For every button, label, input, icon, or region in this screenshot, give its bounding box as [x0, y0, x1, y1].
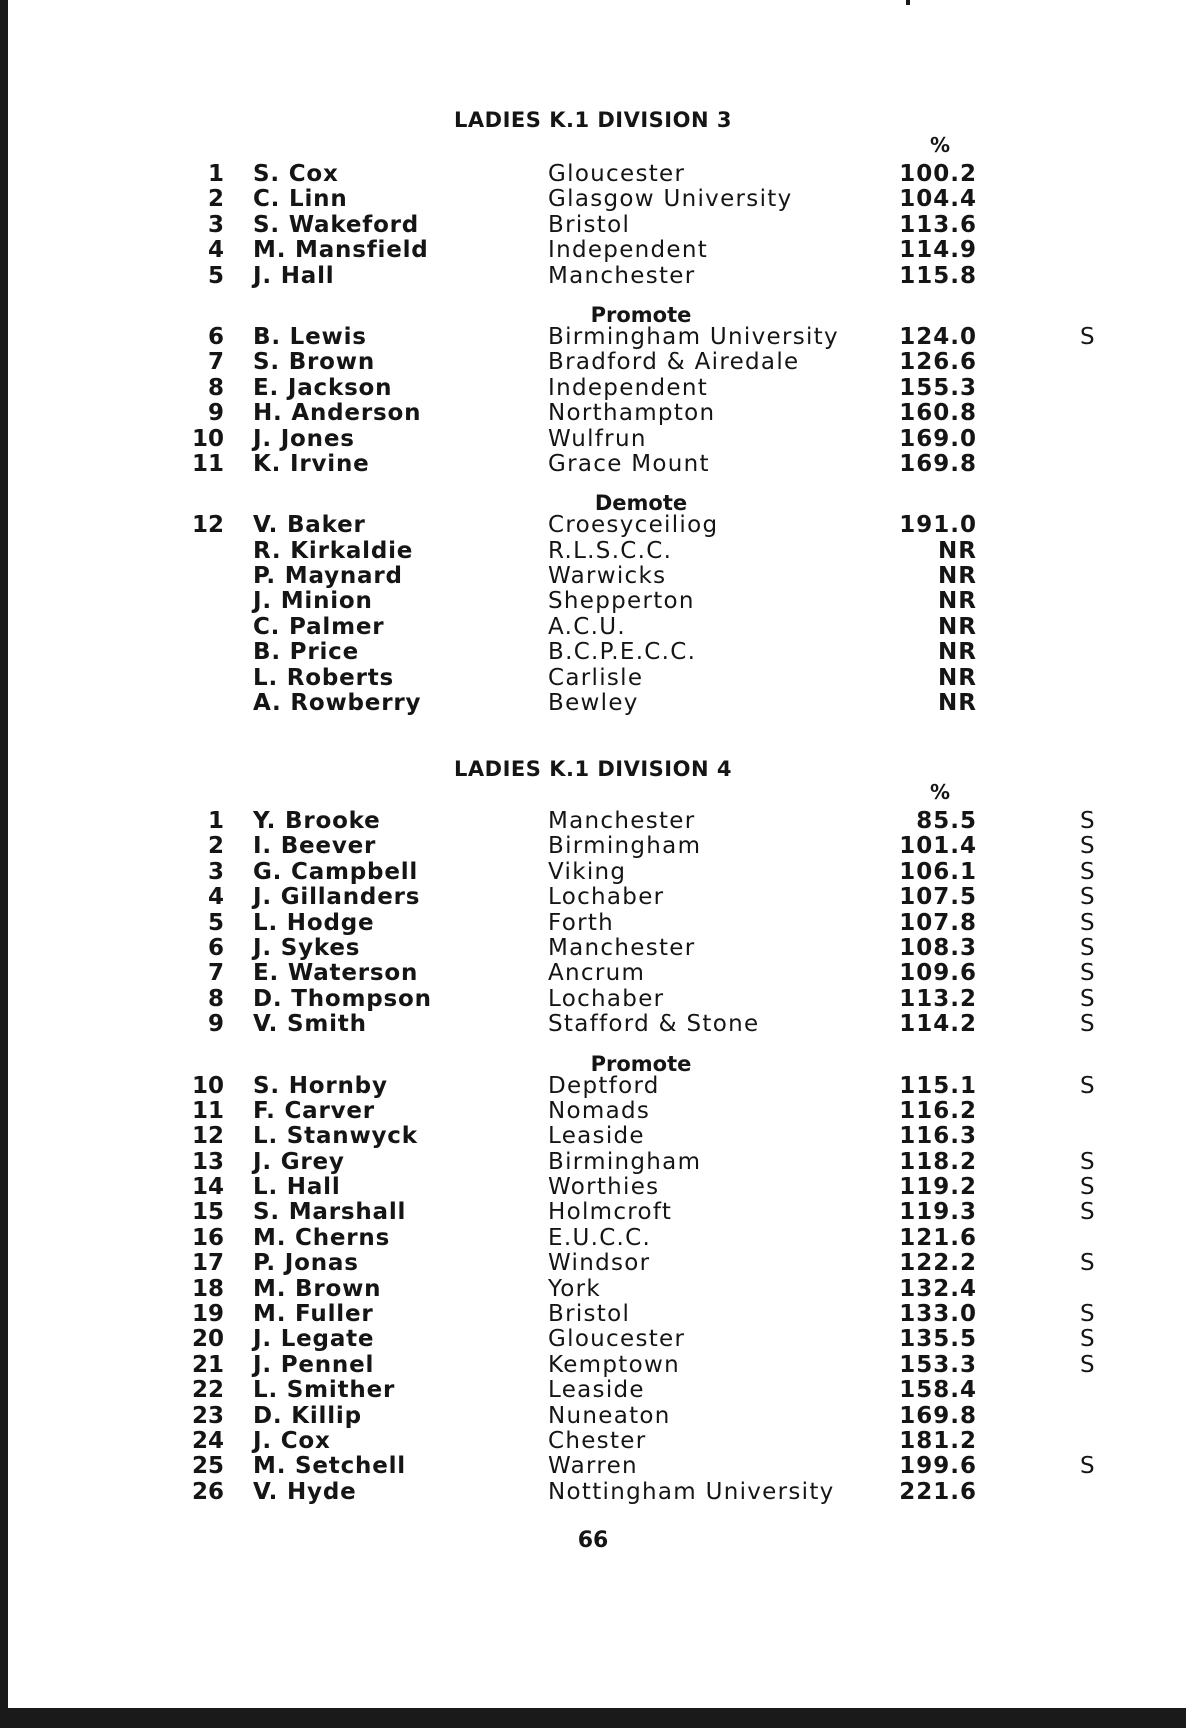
name-cell: Y. Brooke — [253, 808, 381, 834]
table-row — [0, 860, 1186, 885]
rank-cell: 9 — [207, 400, 224, 427]
table-row — [0, 238, 1186, 263]
score-cell: 132.4 — [899, 1275, 977, 1302]
score-cell: 135.5 — [899, 1326, 977, 1353]
name-cell: I. Beever — [253, 833, 377, 860]
table-row — [0, 1124, 1186, 1149]
score-cell: 107.5 — [899, 884, 977, 911]
rank-cell: 3 — [207, 211, 224, 238]
name-cell: V. Smith — [253, 1011, 367, 1038]
score-cell: 199.6 — [899, 1453, 977, 1480]
score-cell: 181.2 — [899, 1427, 977, 1454]
flag-cell: S — [1080, 1199, 1095, 1226]
club-cell: Stafford & Stone — [548, 1011, 760, 1038]
name-cell: E. Jackson — [253, 374, 393, 401]
club-cell: Nuneaton — [548, 1402, 671, 1429]
score-cell: 113.6 — [899, 211, 977, 238]
table-row — [0, 1226, 1186, 1251]
table-row — [0, 589, 1186, 614]
score-cell: 115.8 — [899, 262, 977, 289]
rank-cell: 23 — [191, 1402, 224, 1429]
club-cell: Warwicks — [548, 563, 667, 590]
score-cell: 113.2 — [899, 985, 977, 1012]
score-cell: NR — [938, 613, 977, 640]
score-cell: 169.8 — [899, 450, 977, 477]
group-divider: Promote — [590, 1051, 692, 1076]
table-row — [0, 1251, 1186, 1276]
rank-cell: 16 — [191, 1224, 224, 1251]
score-cell: NR — [938, 588, 977, 615]
name-cell: A. Rowberry — [253, 690, 422, 717]
flag-cell: S — [1080, 960, 1095, 987]
name-cell: D. Killip — [253, 1402, 362, 1429]
flag-cell: S — [1080, 1072, 1095, 1099]
name-cell: P. Jonas — [253, 1250, 359, 1277]
flag-cell: S — [1080, 1011, 1095, 1038]
rank-cell: 18 — [191, 1275, 224, 1302]
name-cell: L. Hodge — [253, 909, 375, 936]
score-cell: NR — [938, 664, 977, 691]
score-cell: 221.6 — [899, 1478, 977, 1505]
name-cell: J. Grey — [253, 1148, 345, 1175]
club-cell: Holmcroft — [548, 1199, 673, 1226]
name-cell: J. Minion — [253, 588, 373, 615]
table-row — [0, 264, 1186, 289]
table-row — [0, 1012, 1186, 1037]
name-cell: C. Palmer — [253, 613, 385, 640]
name-cell: J. Hall — [253, 262, 335, 289]
name-cell: V. Baker — [253, 512, 366, 539]
flag-cell: S — [1080, 858, 1095, 885]
club-cell: Carlisle — [548, 664, 644, 691]
table-row — [0, 350, 1186, 375]
rank-cell: 9 — [207, 1011, 224, 1038]
flag-cell: S — [1080, 808, 1095, 834]
name-cell: H. Anderson — [253, 400, 422, 427]
name-cell: B. Price — [253, 639, 359, 666]
rank-cell: 15 — [191, 1199, 224, 1226]
flag-cell: S — [1080, 1148, 1095, 1175]
score-cell: 114.9 — [899, 237, 977, 264]
table-row — [0, 666, 1186, 691]
club-cell: Birmingham University — [548, 323, 839, 350]
rank-cell: 2 — [207, 186, 224, 213]
rank-cell: 6 — [207, 323, 224, 350]
scan-mark — [906, 0, 910, 5]
table-row — [0, 1200, 1186, 1225]
name-cell: G. Campbell — [253, 858, 419, 885]
score-cell: 116.3 — [899, 1123, 977, 1150]
club-cell: Forth — [548, 909, 615, 936]
score-cell: 160.8 — [899, 400, 977, 427]
club-cell: Bristol — [548, 211, 631, 238]
name-cell: F. Carver — [253, 1097, 375, 1124]
rank-cell: 26 — [191, 1478, 224, 1505]
score-cell: 109.6 — [899, 960, 977, 987]
name-cell: S. Brown — [253, 349, 376, 376]
table-row — [0, 162, 1186, 187]
club-cell: Nomads — [548, 1097, 651, 1124]
score-cell: 155.3 — [899, 374, 977, 401]
score-cell: 191.0 — [899, 512, 977, 539]
table-row — [0, 1099, 1186, 1124]
table-row — [0, 376, 1186, 401]
rank-cell: 17 — [191, 1250, 224, 1277]
table-row — [0, 427, 1186, 452]
rank-cell: 1 — [207, 808, 224, 834]
score-cell: 119.3 — [899, 1199, 977, 1226]
name-cell: J. Gillanders — [253, 884, 421, 911]
rank-cell: 3 — [207, 858, 224, 885]
rank-cell: 7 — [207, 349, 224, 376]
score-cell: 118.2 — [899, 1148, 977, 1175]
rank-cell: 11 — [191, 450, 224, 477]
score-cell: 115.1 — [899, 1072, 977, 1099]
club-cell: A.C.U. — [548, 613, 626, 640]
percent-label: % — [929, 133, 951, 157]
flag-cell: S — [1080, 1250, 1095, 1277]
name-cell: J. Cox — [253, 1427, 331, 1454]
score-cell: 108.3 — [899, 934, 977, 961]
flag-cell: S — [1080, 884, 1095, 911]
rank-cell: 4 — [207, 237, 224, 264]
name-cell: M. Fuller — [253, 1301, 374, 1328]
club-cell: R.L.S.C.C. — [548, 537, 673, 564]
table-row — [0, 187, 1186, 212]
table-row — [0, 936, 1186, 961]
table-row — [0, 452, 1186, 477]
club-cell: Birmingham — [548, 833, 702, 860]
club-cell: Wulfrun — [548, 425, 647, 452]
table-row — [0, 325, 1186, 350]
club-cell: Birmingham — [548, 1148, 702, 1175]
table-row — [0, 640, 1186, 665]
table-row — [0, 513, 1186, 538]
results-table — [0, 162, 1186, 716]
club-cell: Nottingham University — [548, 1478, 835, 1505]
name-cell: J. Legate — [253, 1326, 375, 1353]
score-cell: 104.4 — [899, 186, 977, 213]
rank-cell: 10 — [191, 425, 224, 452]
score-cell: NR — [938, 537, 977, 564]
score-cell: 133.0 — [899, 1301, 977, 1328]
club-cell: Windsor — [548, 1250, 651, 1277]
table-row — [0, 539, 1186, 564]
name-cell: L. Smither — [253, 1377, 396, 1404]
score-cell: 85.5 — [916, 808, 977, 834]
club-cell: Bewley — [548, 690, 639, 717]
club-cell: Grace Mount — [548, 450, 710, 477]
rank-cell: 10 — [191, 1072, 224, 1099]
rank-cell: 5 — [207, 262, 224, 289]
flag-cell: S — [1080, 1453, 1095, 1480]
name-cell: L. Stanwyck — [253, 1123, 418, 1150]
rank-cell: 21 — [191, 1351, 224, 1378]
score-cell: 122.2 — [899, 1250, 977, 1277]
table-row — [0, 834, 1186, 859]
flag-cell: S — [1080, 934, 1095, 961]
section-title: LADIES K.1 DIVISION 3 — [454, 108, 732, 132]
club-cell: Manchester — [548, 934, 696, 961]
score-cell: 116.2 — [899, 1097, 977, 1124]
table-row — [0, 1429, 1186, 1454]
club-cell: Independent — [548, 374, 709, 401]
score-cell: 158.4 — [899, 1377, 977, 1404]
score-cell: 124.0 — [899, 323, 977, 350]
club-cell: Independent — [548, 237, 709, 264]
flag-cell: S — [1080, 1326, 1095, 1353]
rank-cell: 8 — [207, 985, 224, 1012]
results-table — [0, 809, 1186, 1505]
table-row — [0, 1480, 1186, 1505]
club-cell: York — [548, 1275, 602, 1302]
table-row — [0, 1378, 1186, 1403]
page-number: 66 — [577, 1528, 609, 1553]
flag-cell: S — [1080, 323, 1095, 350]
table-row — [0, 213, 1186, 238]
club-cell: Gloucester — [548, 1326, 686, 1353]
rank-cell: 6 — [207, 934, 224, 961]
score-cell: 153.3 — [899, 1351, 977, 1378]
table-row — [0, 1353, 1186, 1378]
name-cell: S. Cox — [253, 161, 339, 187]
score-cell: 121.6 — [899, 1224, 977, 1251]
rank-cell: 2 — [207, 833, 224, 860]
score-cell: 114.2 — [899, 1011, 977, 1038]
score-cell: NR — [938, 639, 977, 666]
name-cell: B. Lewis — [253, 323, 367, 350]
rank-cell: 20 — [191, 1326, 224, 1353]
rank-cell: 5 — [207, 909, 224, 936]
club-cell: Glasgow University — [548, 186, 793, 213]
name-cell: J. Pennel — [253, 1351, 375, 1378]
table-row — [0, 885, 1186, 910]
table-row — [0, 1175, 1186, 1200]
name-cell: J. Jones — [253, 425, 355, 452]
scan-edge-bottom — [0, 1708, 1186, 1728]
group-divider: Demote — [594, 491, 688, 516]
club-cell: Chester — [548, 1427, 647, 1454]
score-cell: 119.2 — [899, 1174, 977, 1201]
score-cell: 107.8 — [899, 909, 977, 936]
score-cell: 169.0 — [899, 425, 977, 452]
club-cell: B.C.P.E.C.C. — [548, 639, 697, 666]
table-row — [0, 615, 1186, 640]
rank-cell: 25 — [191, 1453, 224, 1480]
club-cell: Warren — [548, 1453, 638, 1480]
name-cell: S. Wakeford — [253, 211, 420, 238]
club-cell: E.U.C.C. — [548, 1224, 652, 1251]
club-cell: Worthies — [548, 1174, 660, 1201]
club-cell: Leaside — [548, 1123, 645, 1150]
rank-cell: 19 — [191, 1301, 224, 1328]
flag-cell: S — [1080, 1174, 1095, 1201]
rank-cell: 12 — [191, 512, 224, 539]
table-row — [0, 1074, 1186, 1099]
score-cell: NR — [938, 690, 977, 717]
name-cell: M. Brown — [253, 1275, 382, 1302]
name-cell: P. Maynard — [253, 563, 403, 590]
score-cell: 169.8 — [899, 1402, 977, 1429]
club-cell: Viking — [548, 858, 627, 885]
club-cell: Bristol — [548, 1301, 631, 1328]
rank-cell: 7 — [207, 960, 224, 987]
club-cell: Croesyceiliog — [548, 512, 719, 539]
club-cell: Ancrum — [548, 960, 646, 987]
score-cell: 126.6 — [899, 349, 977, 376]
club-cell: Northampton — [548, 400, 716, 427]
name-cell: K. Irvine — [253, 450, 370, 477]
name-cell: L. Roberts — [253, 664, 395, 691]
score-cell: 101.4 — [899, 833, 977, 860]
table-row — [0, 401, 1186, 426]
table-row — [0, 1277, 1186, 1302]
rank-cell: 14 — [191, 1174, 224, 1201]
group-divider: Promote — [590, 302, 692, 327]
table-row — [0, 987, 1186, 1012]
table-row — [0, 1454, 1186, 1479]
name-cell: M. Setchell — [253, 1453, 406, 1480]
name-cell: C. Linn — [253, 186, 348, 213]
name-cell: M. Mansfield — [253, 237, 429, 264]
club-cell: Deptford — [548, 1072, 660, 1099]
rank-cell: 24 — [191, 1427, 224, 1454]
name-cell: L. Hall — [253, 1174, 341, 1201]
table-row — [0, 564, 1186, 589]
score-cell: 106.1 — [899, 858, 977, 885]
rank-cell: 4 — [207, 884, 224, 911]
table-row — [0, 691, 1186, 716]
name-cell: V. Hyde — [253, 1478, 357, 1505]
table-row — [0, 1302, 1186, 1327]
name-cell: S. Hornby — [253, 1072, 388, 1099]
flag-cell: S — [1080, 1351, 1095, 1378]
club-cell: Manchester — [548, 262, 696, 289]
score-cell: 100.2 — [899, 161, 977, 187]
score-cell: NR — [938, 563, 977, 590]
table-row — [0, 1327, 1186, 1352]
flag-cell: S — [1080, 833, 1095, 860]
club-cell: Manchester — [548, 808, 696, 834]
club-cell: Lochaber — [548, 884, 665, 911]
rank-cell: 8 — [207, 374, 224, 401]
club-cell: Lochaber — [548, 985, 665, 1012]
club-cell: Gloucester — [548, 161, 686, 187]
club-cell: Kemptown — [548, 1351, 680, 1378]
name-cell: J. Sykes — [253, 934, 361, 961]
rank-cell: 22 — [191, 1377, 224, 1404]
name-cell: E. Waterson — [253, 960, 419, 987]
table-row — [0, 1404, 1186, 1429]
rank-cell: 13 — [191, 1148, 224, 1175]
flag-cell: S — [1080, 985, 1095, 1012]
name-cell: D. Thompson — [253, 985, 432, 1012]
club-cell: Bradford & Airedale — [548, 349, 800, 376]
rank-cell: 1 — [207, 161, 224, 187]
rank-cell: 12 — [191, 1123, 224, 1150]
table-row — [0, 1150, 1186, 1175]
name-cell: R. Kirkaldie — [253, 537, 414, 564]
percent-label: % — [929, 780, 951, 804]
table-row — [0, 911, 1186, 936]
flag-cell: S — [1080, 1301, 1095, 1328]
club-cell: Shepperton — [548, 588, 695, 615]
name-cell: S. Marshall — [253, 1199, 407, 1226]
table-row — [0, 809, 1186, 834]
table-row — [0, 961, 1186, 986]
flag-cell: S — [1080, 909, 1095, 936]
section-title: LADIES K.1 DIVISION 4 — [454, 757, 732, 781]
rank-cell: 11 — [191, 1097, 224, 1124]
club-cell: Leaside — [548, 1377, 645, 1404]
name-cell: M. Cherns — [253, 1224, 391, 1251]
